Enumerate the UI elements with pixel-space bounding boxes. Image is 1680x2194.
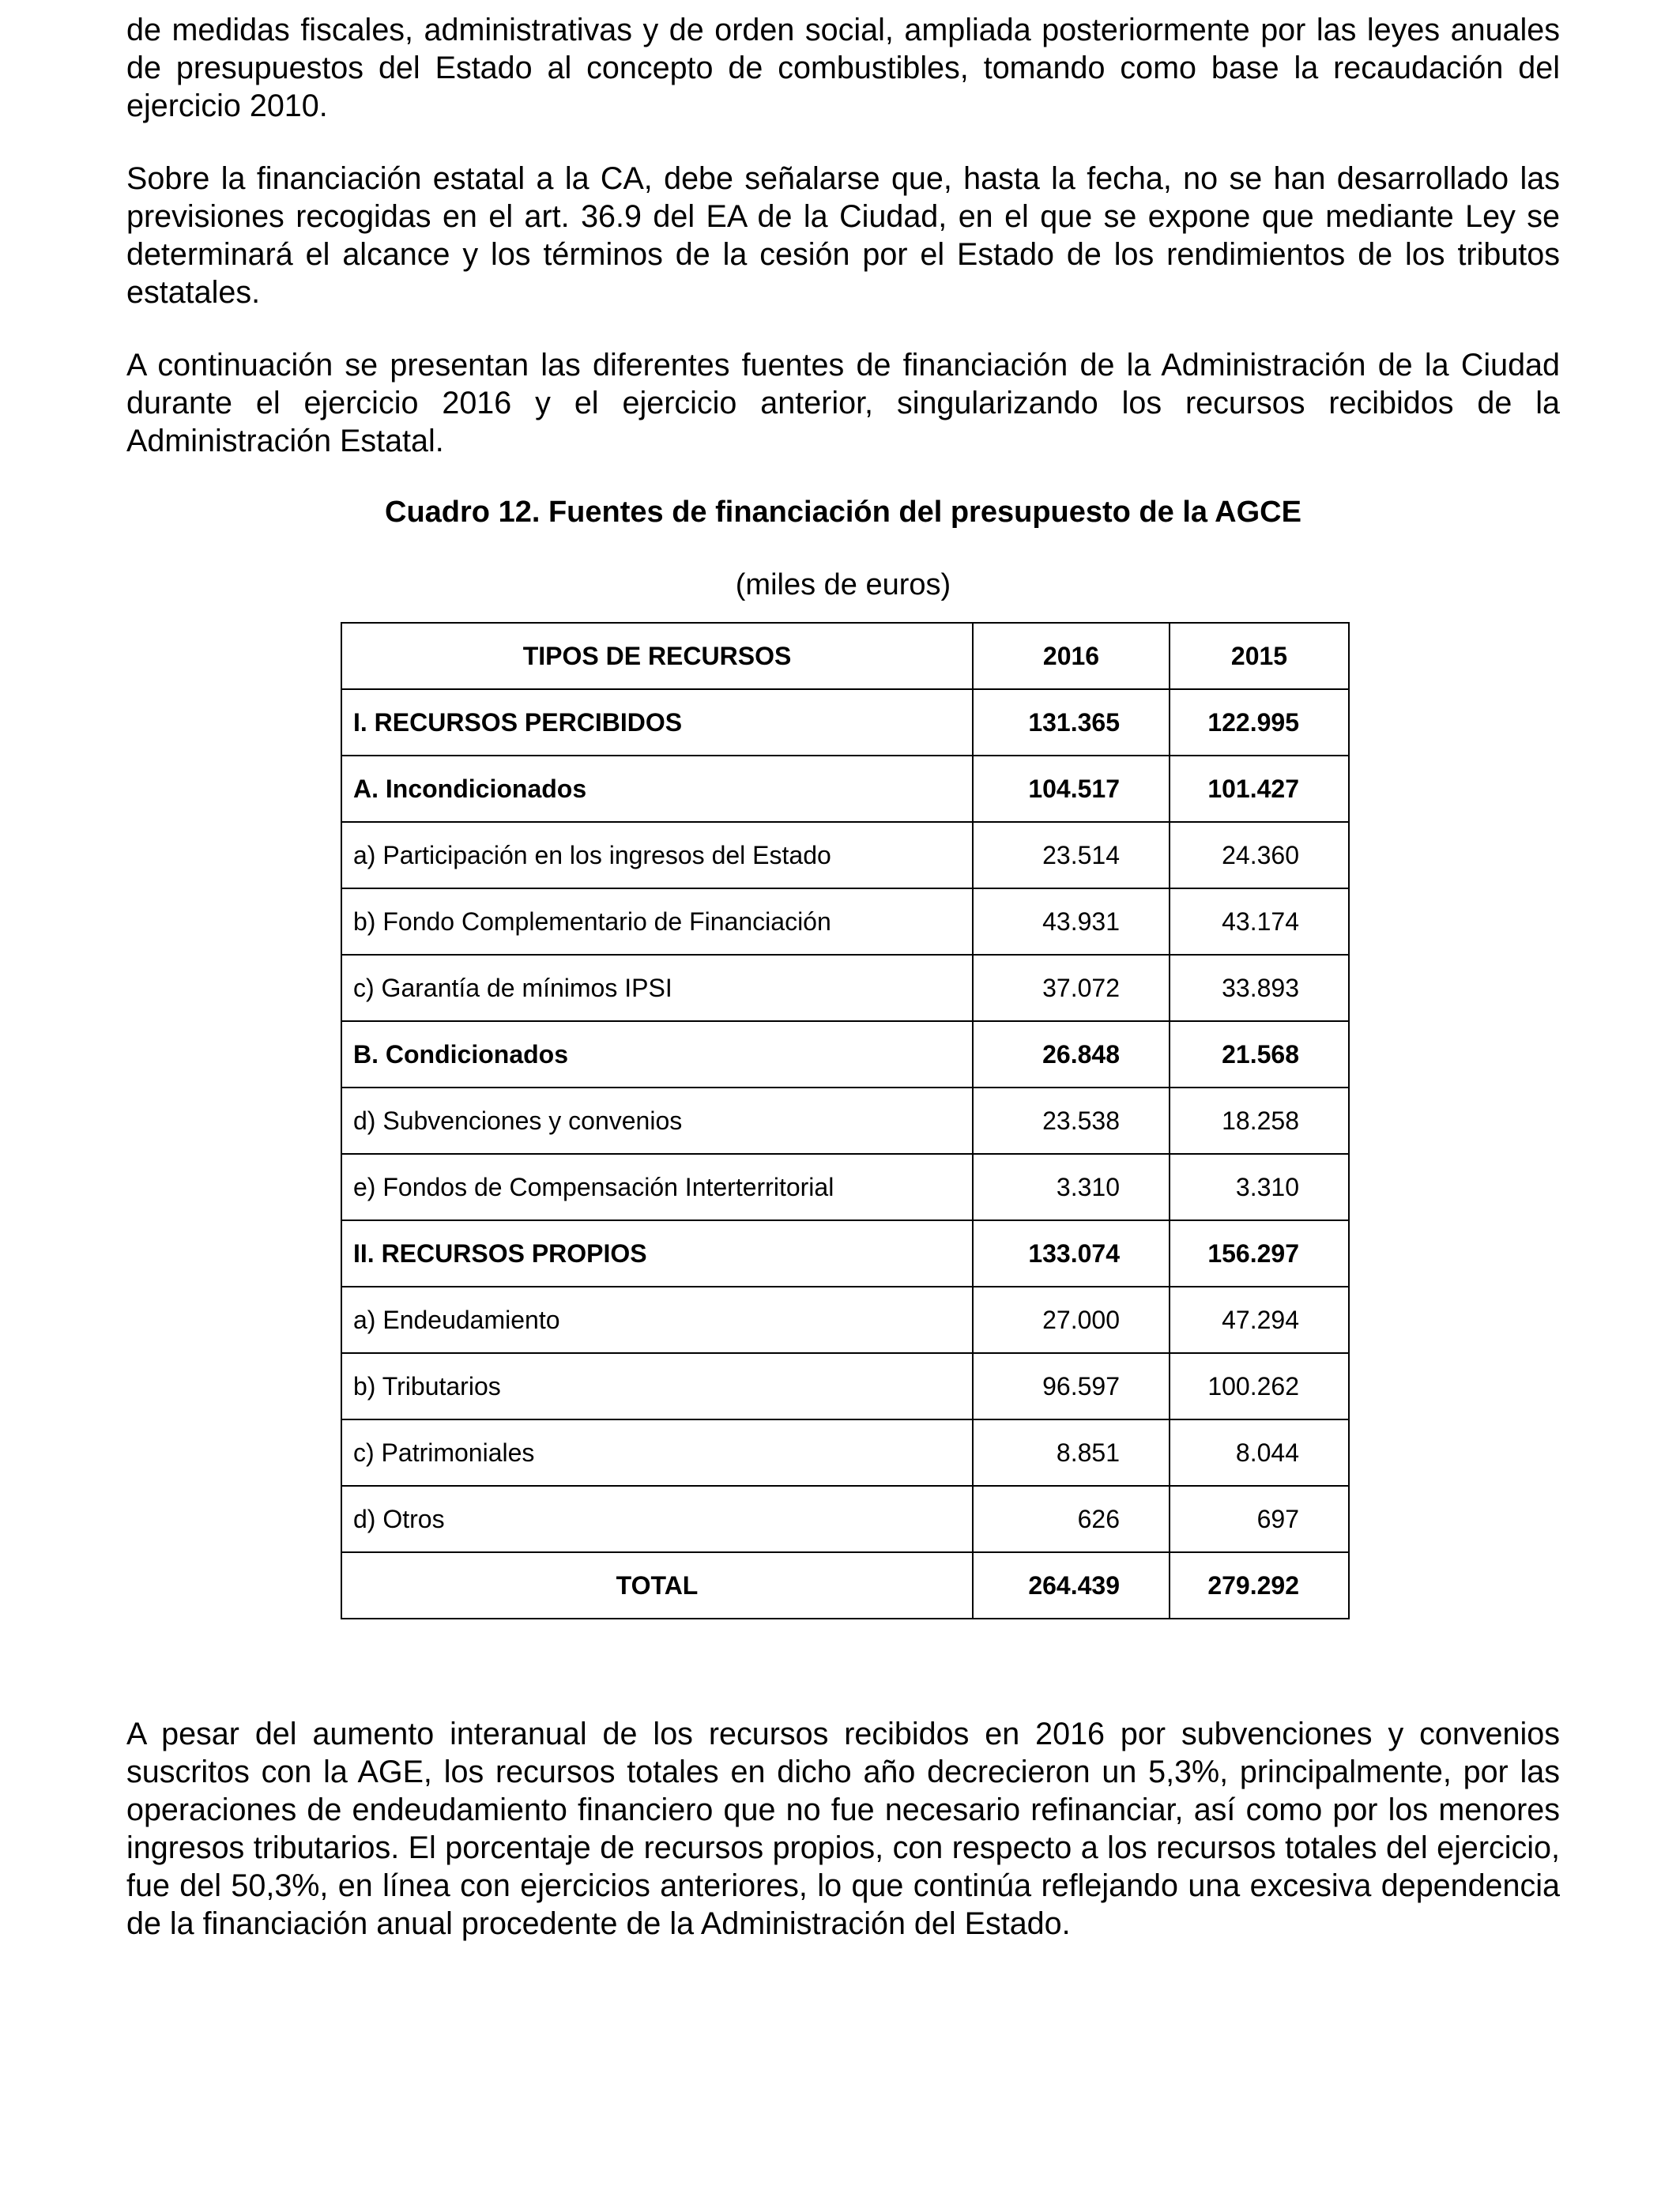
header-resource-type: TIPOS DE RECURSOS <box>341 623 973 689</box>
table-total-row <box>341 1552 1349 1619</box>
row-value-2016: 626 <box>973 1486 1170 1552</box>
row-label: c) Garantía de mínimos IPSI <box>341 955 973 1021</box>
row-value-2016: 43.931 <box>973 888 1170 955</box>
table-row <box>341 1021 1349 1088</box>
table-row <box>341 1088 1349 1154</box>
row-value-2016: 23.514 <box>973 822 1170 888</box>
table-row <box>341 1154 1349 1220</box>
table-row <box>341 1287 1349 1353</box>
row-label: d) Subvenciones y convenios <box>341 1088 973 1154</box>
row-value-2015: 101.427 <box>1170 756 1349 822</box>
row-label: a) Participación en los ingresos del Estado <box>341 822 973 888</box>
row-label: A. Incondicionados <box>341 756 973 822</box>
row-value-2016: 96.597 <box>973 1353 1170 1419</box>
row-value-2015: 697 <box>1170 1486 1349 1552</box>
row-value-2015: 8.044 <box>1170 1419 1349 1486</box>
row-value-2016: 131.365 <box>973 689 1170 756</box>
row-value-2015: 18.258 <box>1170 1088 1349 1154</box>
row-label: b) Fondo Complementario de Financiación <box>341 888 973 955</box>
row-label: e) Fondos de Compensación Interterritorial <box>341 1154 973 1220</box>
row-value-2015: 100.262 <box>1170 1353 1349 1419</box>
table-row <box>341 1220 1349 1287</box>
table-row <box>341 955 1349 1021</box>
total-value-2016: 264.439 <box>973 1552 1170 1619</box>
table-header-row <box>341 623 1349 689</box>
table-row <box>341 1419 1349 1486</box>
table-row <box>341 1353 1349 1419</box>
row-label: B. Condicionados <box>341 1021 973 1088</box>
row-value-2015: 33.893 <box>1170 955 1349 1021</box>
row-label: II. RECURSOS PROPIOS <box>341 1220 973 1287</box>
paragraph-intro-continuation: de medidas fiscales, administrativas y de orden social, ampliada posteriormente por las leyes anuales de presupuestos del Estado al concepto de combustibles, tomando como base la recaudación del ejercicio 2010. <box>126 13 1560 123</box>
paragraph-conclusion: A pesar del aumento interanual de los recursos recibidos en 2016 por subvenciones y convenios suscritos con la AGE, los recursos totales en dicho año decrecieron un 5,3%, principalmente, por las operaciones de endeudamiento financiero que no fue necesario refinanciar, así como por los menores ingresos tributarios. El porcentaje de recursos propios, con respecto a los recursos totales del ejercicio, fue del 50,3%, en línea con ejercicios anteriores, lo que continúa reflejando una excesiva dependencia de la financiación anual procedente de la Administración del Estado. <box>126 1717 1560 1941</box>
row-value-2016: 26.848 <box>973 1021 1170 1088</box>
row-value-2015: 156.297 <box>1170 1220 1349 1287</box>
row-label: a) Endeudamiento <box>341 1287 973 1353</box>
row-label: d) Otros <box>341 1486 973 1552</box>
table-row <box>341 1486 1349 1552</box>
row-value-2015: 43.174 <box>1170 888 1349 955</box>
table-body <box>341 689 1349 1619</box>
row-value-2015: 47.294 <box>1170 1287 1349 1353</box>
table-row <box>341 822 1349 888</box>
total-value-2015: 279.292 <box>1170 1552 1349 1619</box>
row-value-2015: 21.568 <box>1170 1021 1349 1088</box>
financing-sources-table <box>341 622 1350 1619</box>
row-value-2016: 104.517 <box>973 756 1170 822</box>
row-value-2015: 24.360 <box>1170 822 1349 888</box>
row-value-2016: 37.072 <box>973 955 1170 1021</box>
table-row <box>341 689 1349 756</box>
row-label: b) Tributarios <box>341 1353 973 1419</box>
row-value-2016: 8.851 <box>973 1419 1170 1486</box>
row-value-2015: 122.995 <box>1170 689 1349 756</box>
row-value-2016: 3.310 <box>973 1154 1170 1220</box>
header-year-2016: 2016 <box>973 623 1170 689</box>
header-year-2015: 2015 <box>1170 623 1349 689</box>
paragraph-sources-intro: A continuación se presentan las diferentes fuentes de financiación de la Administración de la Ciudad durante el ejercicio 2016 y el ejercicio anterior, singularizando los recursos recibidos de la Administración Estatal. <box>126 348 1560 458</box>
row-label: c) Patrimoniales <box>341 1419 973 1486</box>
table-row <box>341 888 1349 955</box>
table-caption: Cuadro 12. Fuentes de financiación del presupuesto de la AGCE <box>385 496 1301 529</box>
table-units: (miles de euros) <box>735 568 951 601</box>
row-value-2016: 23.538 <box>973 1088 1170 1154</box>
row-value-2016: 133.074 <box>973 1220 1170 1287</box>
total-label: TOTAL <box>341 1552 973 1619</box>
row-value-2016: 27.000 <box>973 1287 1170 1353</box>
paragraph-state-financing: Sobre la financiación estatal a la CA, debe señalarse que, hasta la fecha, no se han desarrollado las previsiones recogidas en el art. 36.9 del EA de la Ciudad, en el que se expone que mediante Ley se determinará el alcance y los términos de la cesión por el Estado de los rendimientos de los tributos estatales. <box>126 161 1560 310</box>
table-row <box>341 756 1349 822</box>
row-value-2015: 3.310 <box>1170 1154 1349 1220</box>
row-label: I. RECURSOS PERCIBIDOS <box>341 689 973 756</box>
